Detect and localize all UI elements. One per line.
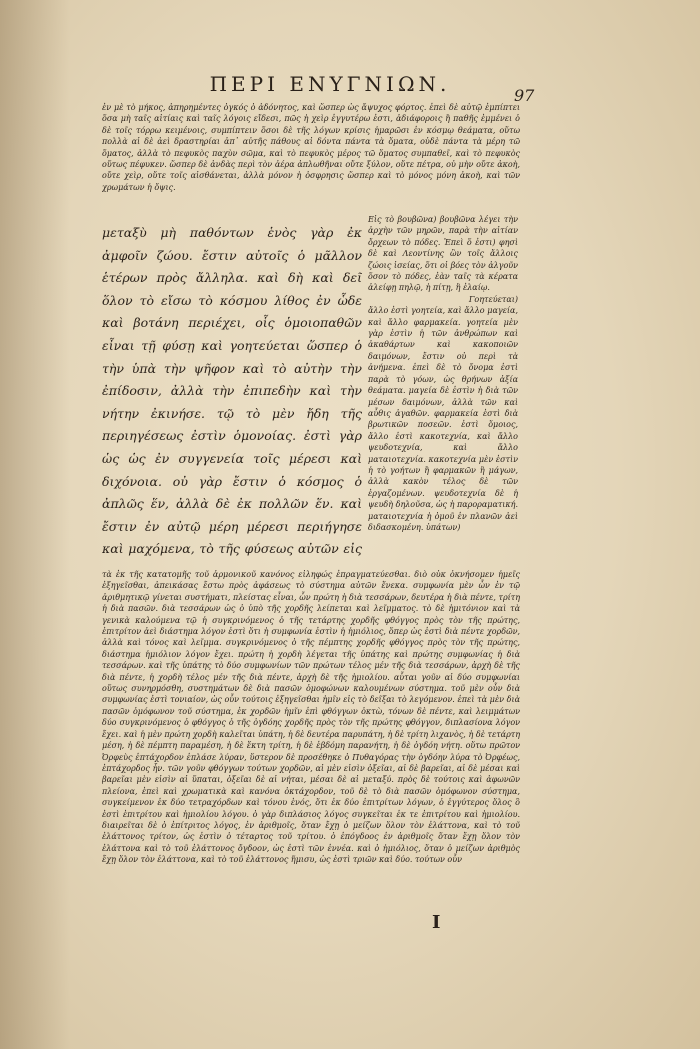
commentary-column <box>368 214 518 582</box>
running-title: ΠΕΡΙ ΕΝΥΓΝΙΩΝ. <box>209 72 451 96</box>
top-paragraph-text: ἐν μὲ τὸ μήκος, ἀπηρημέντες ὁγκός ὁ ἀδόνητος, καὶ ὥσπερ ὡς ἄψυχος φόρτος. ἐπεὶ δὲ αὐτῷ ἐμπίπτει ὅσα μὴ ταῖς αἰτίαις καὶ ταῖς λόγοις εἴδεσι, πῶς ἡ χεὶρ ἐγγυτέρω ἐστι, ἀδιάφοροις ἢ παθῆς ἐμμένει ὁ δὲ τοῖς τόρρω κειμένοις, συμπίπτειν ὅσοι δὲ τῆς λόγων κρίσις ἡμαρῶσι ἐν κόσμῳ θεάματα, οὕτω πολλὰ αἱ δὲ ἀεὶ δραστηρίαι ἀπ᾽ αὐτῆς πάθους αἱ δόντα πάντα τὰ ὅματα, οὐδὲ πάντα τὰ μέρη τῶ ὅματος, ἀλλὰ τὸ πεφυκὸς παχὺν σῶμα, καὶ τὸ πεφυκὸς μέρος τῶ ὅματος συμπαθεῖ, καὶ τὸ πεφυκὸς οὕτως πέφυκεν. ὥσπερ δὲ ἀνδὰς περὶ τὸν ἀέρα ἀπλωθῆναι οὔτε ξύλον, οὔτε πέτρα, οὐ μὴν οὔτε ἀκοὴ, οὔτε χεὶρ, οὔτε τοῖς αἰσθάνεται, ἀλλὰ μόνον ἡ ὀσφρησις ὥσπερ καὶ τὸ μόνος μόνη ἀκοὴ, καὶ τῶν χρωμάτων ἡ ὄψις. <box>102 103 520 192</box>
main-text: μεταξὺ μὴ παθόντων ἑνὸς γὰρ ἐκ ἀμφοῖν ζώου. ἔστιν αὐτοῖς ὁ μᾶλλον ἑτέρων πρὸς ἄλληλα. καὶ δὴ καὶ δεῖ ὅλον τὸ εἴσω τὸ κόσμου λίθος ἐν ὧδε καὶ βοτάνη περιέχει, οἷς ὁμοιοπαθῶν εἶναι τῇ φύσῃ καὶ γοητεύεται ὥσπερ ὁ τὴν ὑπὰ τὴν ψῆφον καὶ τὸ αὐτὴν τὴν ἐπίδοσιν, ἀλλὰ τὴν ἐπιπεδὴν καὶ τὴν νήτην ἐκινήσε. τῷ τὸ μὲν ἤδη τῆς περιηγέσεως ἐστὶν ὁμονοίας. ἐστὶ γὰρ ὡς ὡς ἐν συγγενεία τοῖς μέρεσι καὶ διχόνοια. οὐ γὰρ ἔστιν ὁ κόσμος ὁ ἀπλῶς ἕν, ἀλλὰ δὲ ἐκ πολλῶν ἕν. καὶ ἔστιν ἐν αὐτῷ μέρη μέρεσι περιήγησε καὶ μαχόμενα, τὸ τῆς φύσεως αὐτῶν εἰς <box>102 225 362 557</box>
main-text-column <box>102 222 362 562</box>
signature-mark: I <box>432 912 441 933</box>
bottom-paragraph <box>102 569 520 905</box>
binding-gutter-shadow <box>0 0 70 1049</box>
page-number: 97 <box>514 86 535 105</box>
top-paragraph <box>102 102 520 220</box>
commentary-text-1: Εἰς τὸ βουβῶνα) βουβῶνα λέγει τὴν ἀρχὴν τῶν μηρῶν, παρὰ τὴν αἰτίαν ὄρχεων τὸ πόδες. Ἐπεὶ ὅ ἐστι) φησὶ δὲ καὶ Λεοντίνης ὢν τοῖς ἄλλοις ζώοις ἰσείας, ὅτι οἱ βόες τὸν ἀλγοῦν ὅσον τὸ πόδες, ἐὰν ταῖς τὰ κέρατα ἀλείφῃ πηλῷ, ἡ πίτῃ, ἢ ἐλαίῳ. <box>368 215 518 293</box>
commentary-heading: Γοητεύεται) <box>468 294 518 304</box>
bottom-paragraph-text: τὰ ἐκ τῆς κατατομῆς τοῦ ἁρμονικοῦ κανόνος εἰληφώς ἐπραγματεύεσθαι. διὸ οὐκ ὀκνήσομεν ἡμεῖς ἐξηγεῖσθαι, ἀπεικάσας ἔστω πρὸς ἀφάσεως τὸ σύστημα αὐτῶν ἕνεκα. συμφωνία μὲν ὧν ἐν τῷ ἀριθμητικῷ γίνεται συστήματι, πλείστας εἶναι, ὧν πρώτη ἡ διὰ τεσσάρων, δευτέρα ἡ διὰ πέντε, τρίτη ἡ διὰ πασῶν. διὰ τεσσάρων ὡς ὁ ὑπὸ τῆς χορδῆς λείπεται καὶ λεῖμματος. τὸ δὲ ἡμιτόνιον καὶ τὰ γενικὰ καλούμενα τῷ ἡ συγκρινόμενος ὁ τῆς τετάρτης χορδῆς φθόγγος πρὸς τὸν τῆς πρώτης, ἐπιτρίτον ἀεὶ διάστημα λόγον ἐστὶ ὅτι ἡ συμφωνία ἐστὶν ἡ ἡμιόλιος, ὅπερ ὡς ἐστὶ διὰ πέντε χορδῶν, ἀλλὰ καὶ τόνος καὶ λεῖμμα. συγκρινόμενος ὁ τῆς πέμπτης χορδῆς φθόγγος πρὸς τὸν τῆς πρώτης, διάστημα ἡμιόλιον λόγον ἔχει. πρώτη ἡ χορδὴ λέγεται τῆς ὑπάτης καὶ πρώτης συμφωνίας ἡ διὰ τεσσάρων. καὶ τῆς ὑπάτης τὸ δύο συμφωνίων τῶν πρώτων τέλος μέν τῆς διὰ τεσσάρων, ἀρχὴ δὲ τῆς διὰ πέντε, ἡ χορδὴ τέλος μέν τῆς διὰ πέντε, ἀρχὴ δὲ τῆς ἡμιολίου. αὗται γοῦν αἱ δύο συμφωνίαι οὕτως συνηρμόσθη, συστημάτων δὲ διὰ πασῶν ὁμοφώνων καλουμένων σύστημα. τοῦ μὲν οὖν διὰ συμφωνίας ἐστὶ τονιαίον, ὡς οὖν τούτοις ἐξηγεῖσθαι ἡμῖν εἰς τὸ δεῖξαι τὸ λεγόμενον. ἐπεὶ τὰ μὲν διὰ πασῶν ὁμόφωνον τοῦ σύστημα, ἐκ χορδῶν ἡμῖν ἐπὶ φθόγγων ὀκτὼ, τόνων δὲ πέντε, καὶ λειμμάτων δύο συγκρινόμενος ὁ φθόγγος ὁ τῆς ὀγδόης χορδῆς πρὸς τὸν τῆς πρώτης φθόγγον, διπλασίονα λόγον ἔχει. καὶ ἡ μὲν πρώτη χορδὴ καλεῖται ὑπάτη, ἡ δὲ δευτέρα παρυπάτη, ἡ δὲ τρίτη λιχανὸς, ἡ δὲ τετάρτη μέση, ἡ δὲ πέμπτη παραμέση, ἡ δὲ ἕκτη τρίτη, ἡ δὲ ἑβδόμη παρανήτη, ἡ δὲ ὀγδόη νήτη. οὕτω πρῶτον Ὀρφεὺς ἐπτάχορδον ἐπλάσε λύραν, ὕστερον δὲ προσέθηκε ὁ Πυθαγόρας τὴν ὀγδόην λύρα τὸ Ὀρφέως, ἑπτάχορδος ἦν. τῶν γοῦν φθόγγων τούτων χορδῶν, αἱ μὲν εἰσὶν ὀξεῖαι, αἱ δὲ βαρεῖαι, αἱ δὲ μέσαι καὶ βαρεῖαι μὲν εἰσὶν αἱ ὕπαται, ὀξεῖαι δὲ αἱ νήται, μέσαι δὲ αἱ μεταξύ. πρὸς δὲ τούτοις καὶ ἀφωνῶν πλείονα, ἐπεὶ καὶ χρωματικὰ καὶ κανόνα ὀκτάχορδον, τοῦ δὲ τὸ διὰ πασῶν ὁμόφωνον σύστημα, συγκείμενον ἐκ δύο τετραχόρδων καὶ τόνου ἑνός, ὅτι ἐκ δύο ἐπιτρίτων λόγων, ὁ ἐγγύτερος ὅλος ὃ ἐστὶ ἐπιτρίτου καὶ ἡμιολίου λόγου. ὁ γὰρ διπλάσιος λόγος συγκεῖται ἐκ τε ἐπιτρίτου καὶ ἡμιολίου. διαιρεῖται δὲ ὁ ἐπίτριτος λόγος, ἐν ἀριθμοῖς, ὅταν ἔχῃ ὁ μείζων ὅλον τὸν ἐλάττονα, καὶ τὸ τοῦ ἐλάττονος τρίτον, ὡς ἐστὶν ὁ τέταρτος τοῦ τρίτου. ὁ ἐπόγδοος ἐν ἀριθμοῖς ὅταν ἔχῃ ὅλον τὸν ἐλάττονα καὶ τὸ τοῦ ἐλάττονος ὄγδοον, ὡς ἐστὶ τῶν ἐννέα. καὶ ὁ ἡμιόλιος, ὅταν ὁ μείζων ἀριθμὸς ἔχῃ ὅλον τὸν ἐλάττονα, καὶ τὸ τοῦ ἐλάττονος ἥμισυ, ὡς ἐστὶ τριῶν καὶ δύο. τούτων οὖν <box>102 570 520 865</box>
commentary-text-2: ἄλλο ἐστὶ γοητεία, καὶ ἄλλο μαγεία, καὶ ἄλλο φαρμακεία. γοητεία μὲν γὰρ ἐστὶν ἡ τῶν ἀνθρώπων καὶ ἀκαθάρτων καὶ κακοποιῶν δαιμόνων, ἔστιν οὐ περὶ τὰ ἀνήμενα. ἐπεὶ δὲ τὸ ὄνομα ἐστὶ παρὰ τὸ γόων, ὡς θρήνων ἀξία θεάματα. μαγεία δὲ ἐστὶν ἡ διὰ τῶν μέσων δαιμόνων, ἀλλὰ τῶν καὶ αὖθις ἀγαθῶν. φαρμακεία ἐστὶ διὰ βρωτικῶν ποσεῶν. ἐστὶ ὅμοιος, ἄλλο ἐστὶ κακοτεχνία, καὶ ἄλλο ψευδοτεχνία, καὶ ἄλλο ματαιοτεχνία. κακοτεχνία μὲν ἐστὶν ἡ τὸ γοήτων ἢ φαρμακῶν ἢ μάγων, ἀλλὰ κακὸν τέλος δὲ τῶν ἐργαζομένων. ψευδοτεχνία δὲ ἡ ψευδὴ δηλοῦσα, ὡς ἡ παροραματική. ματαιοτεχνία ἡ ὁμοῦ ἐν πλανῶν ἀεὶ διδασκομένη. ὑπάτων) <box>368 306 518 532</box>
